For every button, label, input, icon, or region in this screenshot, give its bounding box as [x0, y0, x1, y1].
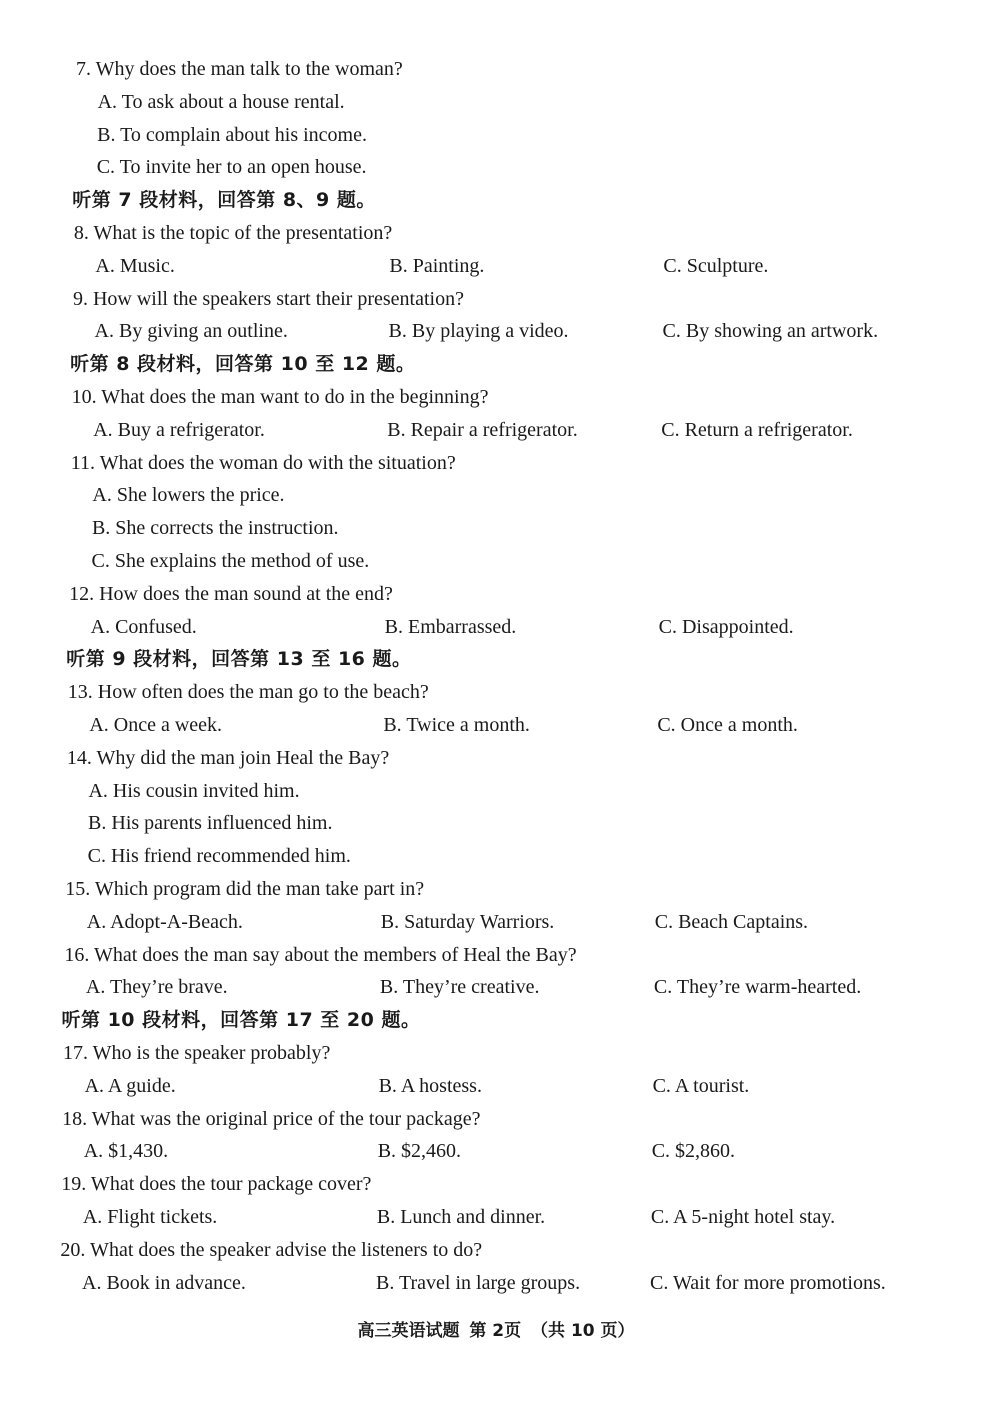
- question-stem: 15. Which program did the man take part in?: [65, 878, 425, 900]
- question-stem: 19. What does the tour package cover?: [61, 1173, 372, 1196]
- question-stem: 14. Why did the man join Heal the Bay?: [66, 746, 390, 769]
- answer-option-a: A. $1,430.: [83, 1140, 169, 1163]
- answer-option-a: A. Book in advance.: [82, 1271, 246, 1294]
- section-instruction: 听第 7 段材料，回答第 8、9 题。: [72, 189, 376, 212]
- answer-option-c: C. Return a refrigerator.: [661, 418, 853, 441]
- section-instruction: 听第 8 段材料，回答第 10 至 12 题。: [70, 353, 416, 376]
- answer-option-b: B. Twice a month.: [383, 714, 530, 736]
- answer-option: A. She lowers the price.: [92, 484, 285, 507]
- answer-option-c: C. By showing an artwork.: [662, 320, 879, 343]
- question-stem: 12. How does the man sound at the end?: [69, 582, 393, 605]
- question-stem: 9. How will the speakers start their presentation?: [72, 287, 464, 310]
- section-instruction: 听第 9 段材料，回答第 13 至 16 题。: [66, 648, 412, 671]
- answer-option: C. She explains the method of use.: [91, 550, 370, 572]
- answer-option-c: C. Disappointed.: [658, 615, 794, 638]
- answer-option-c: C. Beach Captains.: [654, 910, 809, 933]
- answer-option-b: B. A hostess.: [378, 1074, 482, 1097]
- answer-option-c: C. Sculpture.: [663, 254, 769, 277]
- answer-option: C. To invite her to an open house.: [96, 156, 367, 179]
- answer-option-b: B. Repair a refrigerator.: [387, 418, 578, 441]
- answer-option-a: A. They’re brave.: [85, 976, 228, 999]
- question-stem: 18. What was the original price of the tour package?: [62, 1107, 481, 1130]
- answer-option-c: C. They’re warm-hearted.: [653, 976, 862, 999]
- answer-option-c: C. Once a month.: [657, 714, 798, 736]
- answer-option-b: B. Embarrassed.: [384, 615, 517, 638]
- question-stem: 10. What does the man want to do in the beginning?: [71, 386, 489, 408]
- answer-option-a: A. Adopt-A-Beach.: [86, 910, 243, 933]
- answer-option-b: B. They’re creative.: [379, 976, 540, 999]
- answer-option: B. His parents influenced him.: [88, 812, 333, 835]
- answer-option-a: A. Buy a refrigerator.: [93, 418, 265, 441]
- section-instruction: 听第 10 段材料，回答第 17 至 20 题。: [61, 1009, 421, 1032]
- page-footer: [0, 1318, 992, 1344]
- question-stem: 8. What is the topic of the presentation?: [73, 222, 393, 244]
- answer-option-c: C. A 5-night hotel stay.: [650, 1206, 836, 1228]
- question-stem: 17. Who is the speaker probably?: [63, 1042, 331, 1064]
- answer-option-b: B. By playing a video.: [388, 320, 569, 343]
- question-stem: 11. What does the woman do with the situation?: [70, 451, 456, 474]
- answer-option: A. His cousin invited him.: [88, 779, 300, 802]
- answer-option-a: A. A guide.: [84, 1074, 176, 1097]
- answer-option-a: A. Music.: [95, 254, 175, 277]
- answer-option: B. She corrects the instruction.: [91, 517, 339, 540]
- footer-page-number: 第 2页: [469, 1321, 522, 1341]
- answer-option-a: A. Once a week.: [89, 714, 223, 736]
- answer-option-b: B. $2,460.: [377, 1140, 462, 1163]
- answer-option-a: A. Flight tickets.: [82, 1206, 218, 1228]
- question-stem: 20. What does the speaker advise the listeners to do?: [60, 1238, 483, 1261]
- answer-option-b: B. Painting.: [389, 254, 485, 277]
- question-stem: 13. How often does the man go to the beach?: [67, 681, 429, 704]
- answer-option-c: C. $2,860.: [651, 1140, 736, 1163]
- question-stem: 16. What does the man say about the members of Heal the Bay?: [64, 943, 577, 966]
- answer-option: B. To complain about his income.: [97, 123, 367, 146]
- answer-option-b: B. Travel in large groups.: [376, 1271, 581, 1294]
- question-stem: 7. Why does the man talk to the woman?: [76, 58, 403, 80]
- footer-page-total: （共 10 页）: [531, 1321, 635, 1341]
- answer-option-b: B. Saturday Warriors.: [380, 910, 555, 933]
- answer-option: C. His friend recommended him.: [87, 845, 351, 868]
- answer-option-a: A. By giving an outline.: [94, 320, 288, 343]
- footer-title: 高三英语试题: [357, 1321, 460, 1341]
- answer-option-c: C. A tourist.: [652, 1074, 750, 1097]
- answer-option-b: B. Lunch and dinner.: [376, 1206, 546, 1228]
- answer-option-a: A. Confused.: [90, 615, 197, 638]
- answer-option: A. To ask about a house rental.: [97, 90, 345, 113]
- answer-option-c: C. Wait for more promotions.: [650, 1271, 886, 1294]
